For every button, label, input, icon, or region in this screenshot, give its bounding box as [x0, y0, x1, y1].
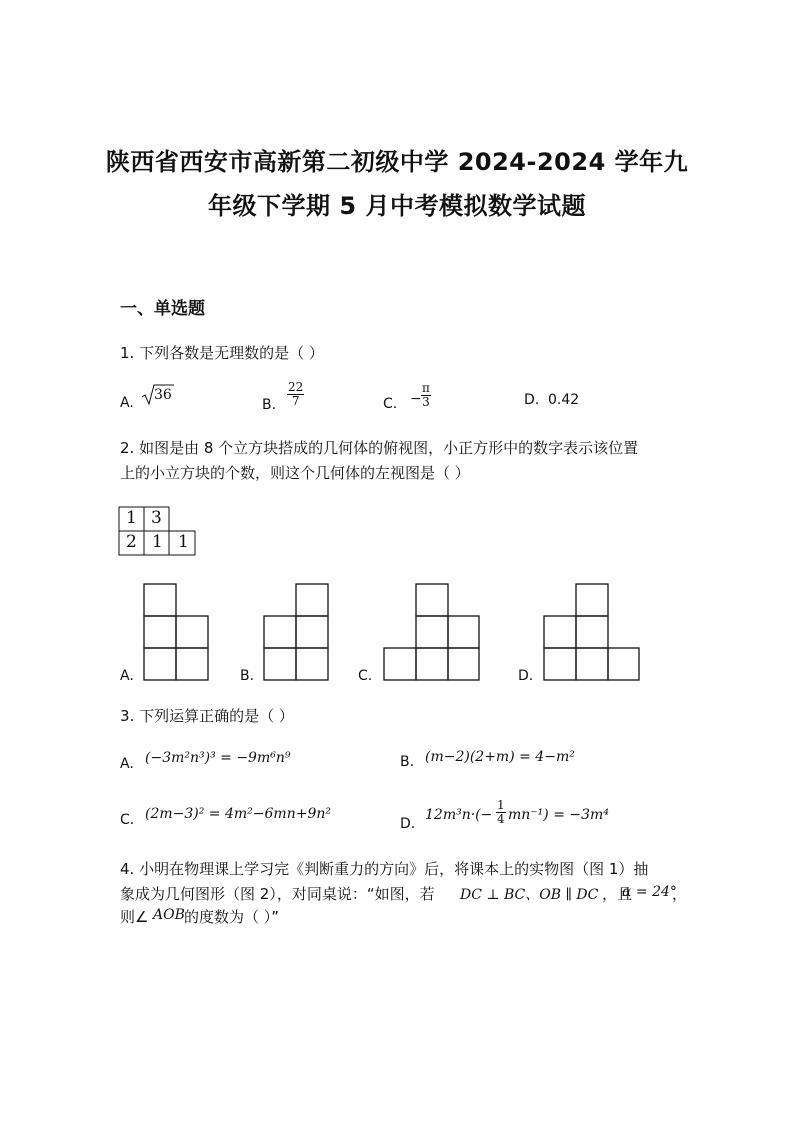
- q1-option-a-label: A.: [120, 395, 134, 411]
- q3-option-d-denominator: 4: [497, 812, 505, 826]
- q2-option-a-figure: [143, 582, 213, 682]
- q2-option-c-figure: [383, 582, 483, 682]
- q3-option-b-label: B.: [400, 754, 415, 770]
- grid-cell-top-2: 3: [151, 508, 162, 528]
- question-2-stem-line-1: 2. 如图是由 8 个立方块搭成的几何体的俯视图，小正方形中的数字表示该位置: [120, 439, 639, 457]
- question-4-line-2-math: DC ⊥ BC、OB ∥ DC: [460, 887, 599, 903]
- grid-cell-bottom-2: 1: [152, 532, 163, 552]
- grid-cell-bottom-3: 1: [178, 532, 189, 552]
- q1-option-b-label: B.: [262, 397, 277, 413]
- q3-option-b-expression: (m−2)(2+m) = 4−m²: [425, 749, 575, 765]
- title-line-1: 陕西省西安市高新第二初级中学 2024-2024 学年九: [105, 148, 689, 176]
- q3-option-a-label: A.: [120, 756, 134, 772]
- q3-option-c-expression: (2m−3)² = 4m²−6mn+9n²: [145, 806, 331, 822]
- q1-option-c-denominator: 3: [422, 395, 430, 409]
- q3-option-c-label: C.: [120, 812, 135, 828]
- q1-option-c-label: C.: [383, 396, 398, 412]
- question-4-line-2-text-c: ，: [672, 885, 688, 903]
- grid-cell-bottom-1: 2: [126, 532, 137, 552]
- q3-option-d-numerator: 1: [497, 798, 505, 812]
- q2-option-d-label: D.: [518, 668, 534, 684]
- grid-cell-top-1: 1: [126, 508, 137, 528]
- q2-option-d-figure: [543, 582, 643, 682]
- q2-option-c-label: C.: [358, 668, 373, 684]
- q1-option-b-numerator: 22: [288, 380, 304, 394]
- q3-option-d-fraction: [496, 799, 506, 826]
- q1-option-b-denominator: 7: [291, 394, 300, 408]
- section-heading: 一、单选题: [120, 299, 205, 319]
- question-4-line-3-math: AOB: [153, 907, 185, 923]
- q1-option-d-value: 0.42: [548, 392, 580, 408]
- q1-option-d-label: D.: [524, 392, 540, 408]
- question-2-stem-line-2: 上的小立方块的个数，则这个几何体的左视图是（ ）: [120, 464, 470, 482]
- q3-option-a-expression: (−3m²n³)³ = −9m⁶n⁹: [145, 750, 291, 766]
- q1-option-b-fraction: [287, 381, 304, 408]
- question-4-line-2-text-b: ，且: [602, 885, 633, 903]
- q1-option-c-fraction: [421, 382, 431, 409]
- q2-option-b-figure: [263, 582, 333, 682]
- q1-option-c-sign: −: [410, 391, 422, 407]
- question-1-stem: 1. 下列各数是无理数的是（ ）: [120, 344, 324, 362]
- question-4-line-1: 4. 小明在物理课上学习完《判断重力的方向》后，将课本上的实物图（图 1）抽: [120, 860, 649, 878]
- q2-option-b-label: B.: [240, 668, 255, 684]
- q1-option-c-numerator: π: [422, 381, 430, 395]
- q3-option-d-label: D.: [400, 816, 416, 832]
- question-4-line-3-text-b: 的度数为（ ）”: [184, 908, 280, 926]
- q2-option-a-label: A.: [120, 668, 134, 684]
- title-line-2: 年级下学期 5 月中考模拟数学试题: [208, 192, 586, 220]
- q3-option-d-expression-b: mn⁻¹) = −3m⁴: [508, 807, 609, 823]
- question-4-line-2-alpha: α = 24°: [622, 884, 677, 900]
- q3-option-d-expression-a: 12m³n·(−: [425, 807, 493, 823]
- q1-option-a-radicand: 36: [154, 387, 172, 403]
- question-3-stem: 3. 下列运算正确的是（ ）: [120, 707, 294, 725]
- question-4-line-2-text-a: 象成为几何图形（图 2），对同桌说：“如图，若: [120, 885, 435, 903]
- question-4-line-3-text-a: 则∠: [120, 908, 149, 926]
